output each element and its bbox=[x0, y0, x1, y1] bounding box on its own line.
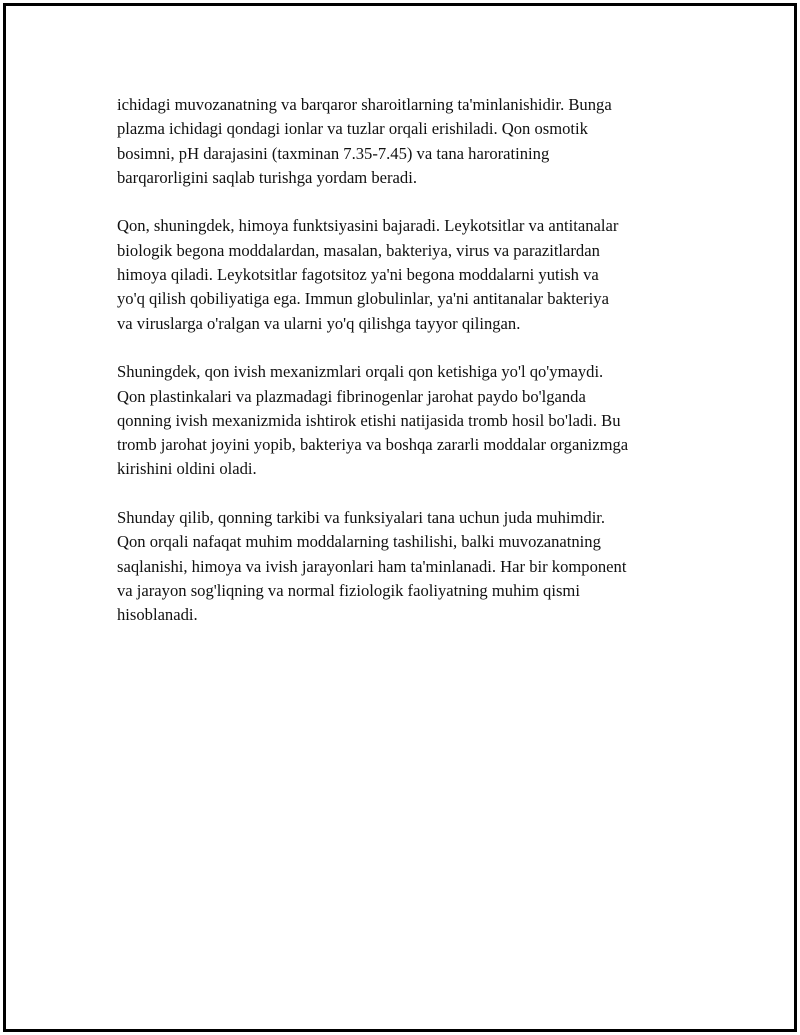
text-line: yo'q qilish qobiliyatiga ega. Immun globulinlar, ya'ni antitanalar bakteriya bbox=[117, 289, 609, 309]
text-line: plazma ichidagi qondagi ionlar va tuzlar orqali erishiladi. Qon osmotik bbox=[117, 119, 588, 139]
paragraph-homeostasis bbox=[117, 93, 697, 190]
text-line: Qon orqali nafaqat muhim moddalarning tashilishi, balki muvozanatning bbox=[117, 532, 601, 552]
text-line: qonning ivish mexanizmida ishtirok etishi natijasida tromb hosil bo'ladi. Bu bbox=[117, 410, 621, 430]
text-line: saqlanishi, himoya va ivish jarayonlari ham ta'minlanadi. Har bir komponent bbox=[117, 556, 627, 576]
text-line: kirishini oldini oladi. bbox=[117, 459, 257, 479]
text-line: Shunday qilib, qonning tarkibi va funksiyalari tana uchun juda muhimdir. bbox=[117, 508, 606, 528]
paragraph-coagulation bbox=[117, 360, 697, 481]
text-line: hisoblanadi. bbox=[117, 605, 198, 625]
text-line: ichidagi muvozanatning va barqaror sharoitlarning ta'minlanishidir. Bunga bbox=[117, 95, 612, 114]
text-line: himoya qiladi. Leykotsitlar fagotsitoz ya'ni begona moddalarni yutish va bbox=[117, 265, 599, 285]
paragraph-protection bbox=[117, 214, 697, 335]
text-line: va viruslarga o'ralgan va ularni yo'q qilishga tayyor qilingan. bbox=[117, 313, 521, 333]
text-line: Shuningdek, qon ivish mexanizmlari orqali qon ketishiga yo'l qo'ymaydi. bbox=[117, 362, 604, 382]
document-body bbox=[117, 93, 697, 652]
text-line: biologik begona moddalardan, masalan, bakteriya, virus va parazitlardan bbox=[117, 240, 600, 260]
text-line: bosimni, pH darajasini (taxminan 7.35-7.45) va tana haroratining bbox=[117, 143, 550, 163]
text-line: Qon plastinkalari va plazmadagi fibrinogenlar jarohat paydo bo'lganda bbox=[117, 386, 586, 406]
text-line: va jarayon sog'liqning va normal fiziologik faoliyatning muhim qismi bbox=[117, 580, 580, 600]
text-line: barqarorligini saqlab turishga yordam beradi. bbox=[117, 167, 417, 187]
text-line: Qon, shuningdek, himoya funktsiyasini bajaradi. Leykotsitlar va antitanalar bbox=[117, 216, 619, 236]
text-line: tromb jarohat joyini yopib, bakteriya va boshqa zararli moddalar organizmga bbox=[117, 435, 629, 455]
paragraph-conclusion bbox=[117, 506, 697, 627]
